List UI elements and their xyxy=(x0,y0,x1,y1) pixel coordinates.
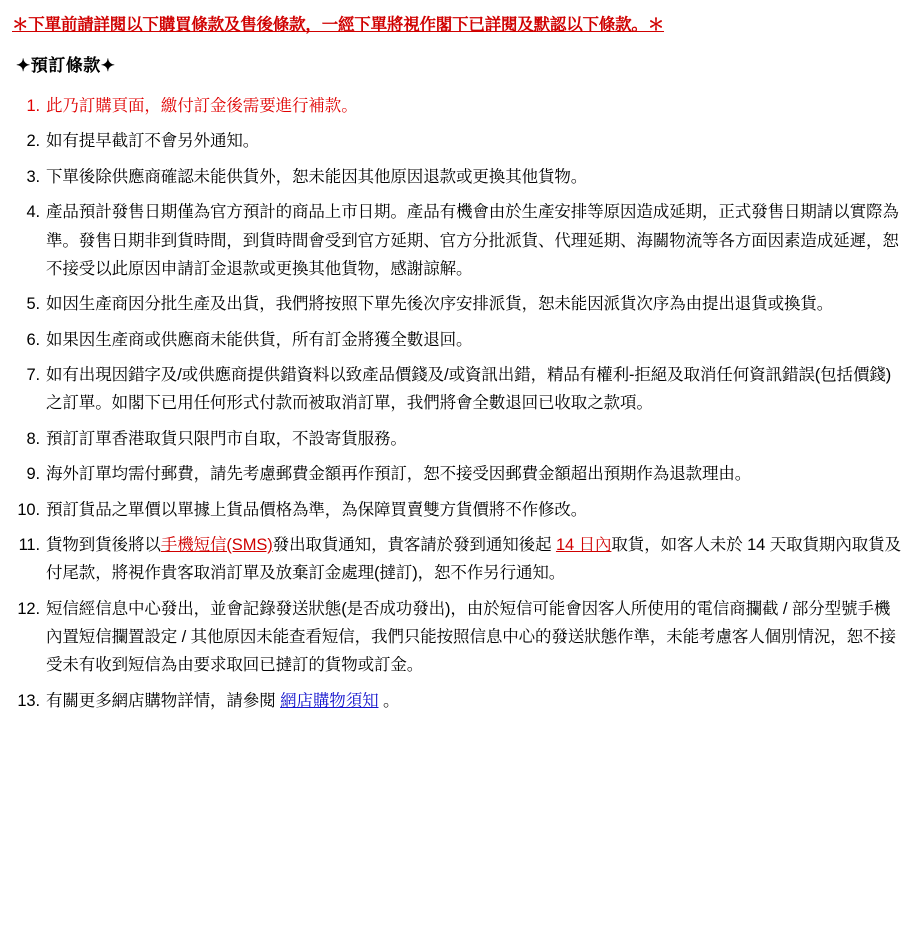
term-number: 12. xyxy=(17,599,40,618)
term-item xyxy=(10,531,903,588)
term-text: 此乃訂購頁面，繳付訂金後需要進行補款。 xyxy=(46,97,358,116)
term-text: 海外訂單均需付郵費，請先考慮郵費金額再作預訂，恕不接受因郵費金額超出預期作為退款理由。 xyxy=(46,465,752,484)
term-item xyxy=(10,425,903,453)
term-number: 4. xyxy=(26,203,40,222)
term-text-run: 發出取貨通知，貴客請於發到通知後起 xyxy=(272,535,556,554)
term-text: 預訂貨品之單價以單據上貨品價格為準，為保障買賣雙方貨價將不作修改。 xyxy=(46,500,588,519)
term-item xyxy=(10,460,903,488)
term-item xyxy=(10,127,903,155)
term-text: 預訂訂單香港取貨只限門市自取，不設寄貨服務。 xyxy=(46,429,407,448)
term-text xyxy=(46,536,901,582)
term-number: 8. xyxy=(26,429,40,448)
term-number: 9. xyxy=(26,465,40,484)
term-item xyxy=(10,198,903,283)
term-number: 1. xyxy=(26,97,40,116)
term-item xyxy=(10,92,903,120)
term-text: 如有出現因錯字及/或供應商提供錯資料以致產品價錢及/或資訊出錯，精品有權利-拒絕及取消任何資訊錯誤(包括價錢) 之訂單。如閣下已用任何形式付款而被取消訂單，我們將會全數退回已收取之款項。 xyxy=(46,366,892,413)
term-emphasis: 14 日內 xyxy=(555,535,612,554)
term-number: 13. xyxy=(17,691,40,710)
term-number: 6. xyxy=(26,330,40,349)
terms-list xyxy=(10,92,903,715)
term-text-run: 取貨，如客人未於 14 天取貨期內取貨及付尾款，將視作貴客取消訂單及放棄訂金處理(撻訂)，恕不作另行通知。 xyxy=(46,535,901,583)
term-item xyxy=(10,687,903,715)
term-text-run: 。 xyxy=(378,691,400,710)
term-number: 7. xyxy=(26,366,40,385)
term-number: 5. xyxy=(26,295,40,314)
term-text: 產品預計發售日期僅為官方預計的商品上市日期。產品有機會由於生產安排等原因造成延期，正式發售日期請以實際為準。發售日期非到貨時間，到貨時間會受到官方延期、官方分批派貨、代理延期、海關物流等各方面因素造成延遲，恕不接受以此原因申請訂金退款或更換其他貨物，感謝諒解。 xyxy=(46,203,899,278)
term-emphasis: 手機短信(SMS) xyxy=(160,535,273,554)
term-text xyxy=(46,692,399,710)
term-text: 如有提早截訂不會另外通知。 xyxy=(46,132,260,151)
shopping-guide-link[interactable]: 網店購物須知 xyxy=(280,691,379,710)
term-item xyxy=(10,326,903,354)
banner-notice: ＊下單前請詳閱以下購買條款及售後條款，一經下單將視作閣下已詳閱及默認以下條款。＊ xyxy=(12,16,665,34)
term-number: 3. xyxy=(26,167,40,186)
term-number: 11. xyxy=(18,535,40,554)
term-text: 如因生產商因分批生產及出貨，我們將按照下單先後次序安排派貨，恕未能因派貨次序為由提出退貨或換貨。 xyxy=(46,295,834,314)
term-text: 下單後除供應商確認未能供貨外，恕未能因其他原因退款或更換其他貨物。 xyxy=(46,167,588,186)
term-number: 2. xyxy=(26,132,40,151)
section-heading: ✦預訂條款✦ xyxy=(16,56,116,76)
term-text: 如果因生產商或供應商未能供貨，所有訂金將獲全數退回。 xyxy=(46,330,473,349)
term-text: 短信經信息中心發出，並會記錄發送狀態(是否成功發出)，由於短信可能會因客人所使用的電信商攔截 / 部分型號手機內置短信攔置設定 / 其他原因未能查看短信，我們只能按照信息中心的發送狀態作準，未能考慮客人個別情況，恕不接受未有收到短信為由要求取回已撻訂的貨物或訂金。 xyxy=(46,599,896,675)
term-item xyxy=(10,595,903,680)
term-item xyxy=(10,163,903,191)
term-item xyxy=(10,361,903,418)
term-number: 10. xyxy=(17,500,40,519)
term-text-run: 貨物到貨後將以 xyxy=(46,535,161,554)
term-text-run: 有關更多網店購物詳情，請參閱 xyxy=(46,691,281,710)
term-item xyxy=(10,496,903,524)
term-item xyxy=(10,290,903,318)
